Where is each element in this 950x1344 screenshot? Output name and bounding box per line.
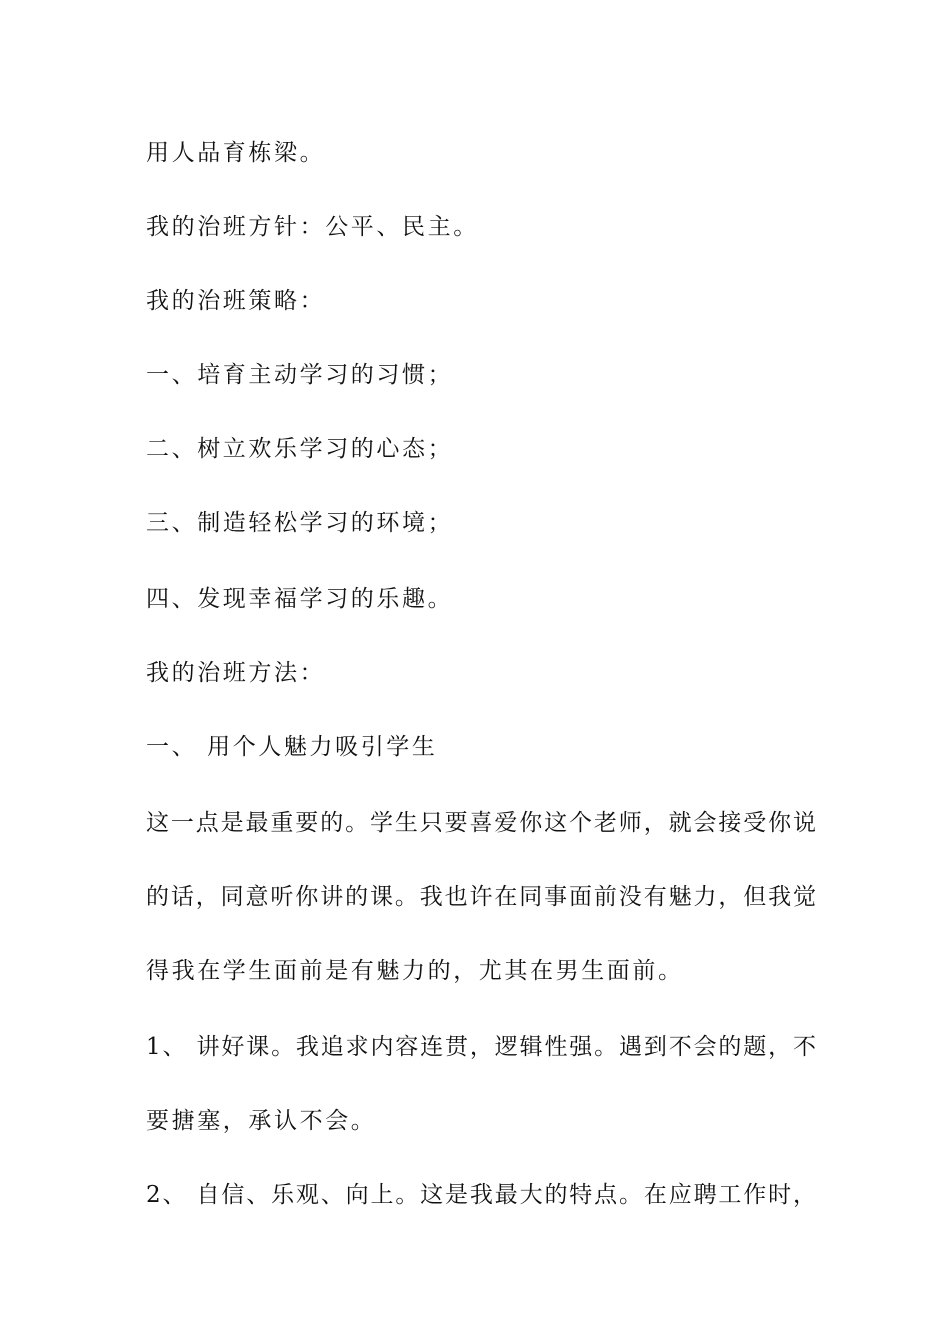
text-line: 我的治班方法： [146, 660, 326, 686]
section-heading: 一、 用个人魅力吸引学生 [146, 734, 438, 760]
text-line: 2、 自信、乐观、向上。这是我最大的特点。在应聘工作时， [146, 1182, 816, 1208]
text-line: 我的治班方针：公平、民主。 [146, 214, 479, 240]
text-line: 四、发现幸福学习的乐趣。 [146, 586, 454, 612]
text-line: 这一点是最重要的。学生只要喜爱你这个老师，就会接受你说 [146, 810, 816, 836]
text-line: 用人品育栋梁。 [146, 140, 326, 166]
text-line: 二、树立欢乐学习的心态； [146, 436, 454, 462]
text-line: 的话，同意听你讲的课。我也许在同事面前没有魅力，但我觉 [146, 884, 816, 910]
text-line: 我的治班策略： [146, 288, 326, 314]
text-line: 一、培育主动学习的习惯； [146, 362, 454, 388]
text-line: 1、 讲好课。我追求内容连贯，逻辑性强。遇到不会的题，不 [146, 1034, 816, 1060]
text-line: 三、制造轻松学习的环境； [146, 510, 454, 536]
text-line: 得我在学生面前是有魅力的，尤其在男生面前。 [146, 958, 684, 984]
text-line: 要搪塞，承认不会。 [146, 1108, 377, 1134]
